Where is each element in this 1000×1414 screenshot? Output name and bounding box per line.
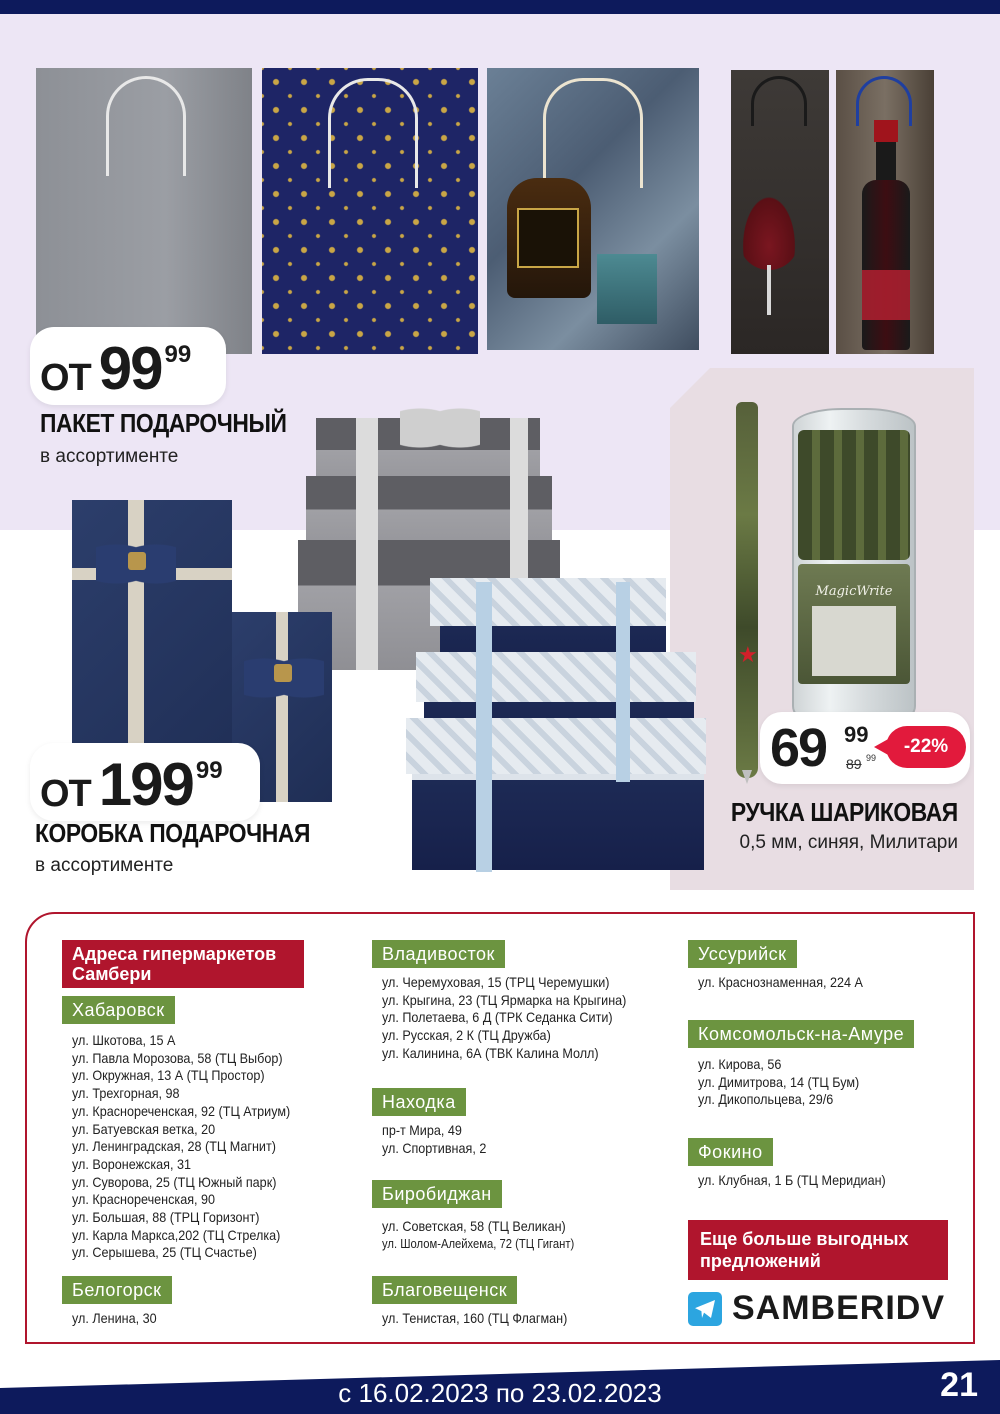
address-item: ул. Советская, 58 (ТЦ Великан) — [382, 1218, 566, 1234]
price-decimal: 99 — [195, 757, 223, 784]
address-item: ул. Кирова, 56 — [698, 1056, 782, 1072]
city-label-blagoveshchensk: Благовещенск — [372, 1276, 517, 1304]
address-item: ул. Димитрова, 14 (ТЦ Бум) — [698, 1073, 860, 1090]
address-item: ул. Воронежская, 31 — [72, 1155, 191, 1172]
address-item: ул. Павла Морозова, 58 (ТЦ Выбор) — [72, 1049, 283, 1066]
address-item: ул. Спортивная, 2 — [382, 1139, 487, 1156]
star-icon: ★ — [738, 642, 758, 667]
address-item: ул. Ленина, 30 — [72, 1310, 157, 1326]
city-label-komsomolsk: Комсомольск-на-Амуре — [688, 1020, 914, 1048]
box-product-name: КОРОБКА ПОДАРОЧНАЯ — [35, 818, 310, 848]
address-item: ул. Клубная, 1 Б (ТЦ Меридиан) — [698, 1172, 886, 1188]
address-item: ул. Полетаева, 6 Д (ТРК Седанка Сити) — [382, 1009, 613, 1026]
address-list-ussuriysk — [698, 974, 863, 992]
bag-product-subtitle: в ассортименте — [40, 446, 179, 467]
ballpoint-pen-image — [736, 402, 758, 778]
box-price-badge — [30, 743, 260, 821]
address-item: ул. Краснореченская, 92 (ТЦ Атриум) — [72, 1102, 291, 1119]
telegram-channel-link[interactable]: SAMBERIDV — [732, 1289, 946, 1327]
gift-bag-wine-bottle-image — [836, 70, 934, 354]
address-item: ул. Дикопольцева, 29/6 — [698, 1091, 834, 1108]
more-offers-banner[interactable]: Еще больше выгодных предложений — [688, 1220, 948, 1280]
addresses-title: Адреса гипермаркетов Самбери — [62, 940, 304, 988]
tube-label-inner — [812, 606, 896, 676]
address-item: ул. Большая, 88 (ТРЦ Горизонт) — [72, 1209, 260, 1226]
telegram-icon[interactable] — [688, 1292, 722, 1326]
box-product-subtitle: в ассортименте — [35, 855, 174, 876]
address-item: ул. Карла Маркса,202 (ТЦ Стрелка) — [72, 1226, 281, 1243]
city-label-nakhodka: Находка — [372, 1088, 466, 1116]
old-price-integer: 89 — [846, 756, 862, 772]
address-item: ул. Калинина, 6А (ТВК Калина Молл) — [382, 1044, 599, 1061]
address-list-fokino — [698, 1172, 886, 1190]
city-label-birobidzhan: Биробиджан — [372, 1180, 502, 1208]
address-item: ул. Шолом-Алейхема, 72 (ТЦ Гигант) — [382, 1236, 575, 1251]
bag-price-badge — [30, 327, 226, 405]
price-integer: 99 — [98, 335, 162, 402]
address-item: пр-т Мира, 49 — [382, 1122, 462, 1138]
old-price-decimal: 99 — [866, 753, 877, 763]
city-label-fokino: Фокино — [688, 1138, 773, 1166]
gift-bag-grey-image — [36, 68, 252, 354]
price-prefix: ОТ — [40, 357, 91, 399]
address-item: ул. Черемуховая, 15 (ТРЦ Черемушки) — [382, 974, 610, 990]
gift-bag-whiskey-image — [487, 68, 699, 350]
tube-pens-image — [798, 430, 910, 560]
address-list-belogorsk — [72, 1310, 157, 1328]
address-list-blagoveshchensk — [382, 1310, 567, 1328]
validity-dates: с 16.02.2023 по 23.02.2023 — [338, 1378, 662, 1408]
address-item: ул. Крыгина, 23 (ТЦ Ярмарка на Крыгина) — [382, 991, 627, 1008]
address-item: ул. Батуевская ветка, 20 — [72, 1120, 216, 1137]
address-list-komsomolsk — [698, 1056, 859, 1109]
price-prefix: ОТ — [40, 773, 91, 815]
tube-brand: MagicWrite — [815, 584, 893, 599]
address-item: ул. Трехгорная, 98 — [72, 1085, 180, 1102]
discount-badge: -22% — [886, 726, 966, 768]
address-list-vladivostok — [382, 974, 626, 1063]
city-label-belogorsk: Белогорск — [62, 1276, 172, 1304]
city-label-khabarovsk: Хабаровск — [62, 996, 175, 1024]
address-list-birobidzhan — [382, 1218, 574, 1253]
address-item: ул. Шкотова, 15 А — [72, 1032, 176, 1048]
address-item: ул. Тенистая, 160 (ТЦ Флагман) — [382, 1310, 568, 1326]
bag-product-name: ПАКЕТ ПОДАРОЧНЫЙ — [40, 408, 287, 438]
address-item: ул. Серышева, 25 (ТЦ Счастье) — [72, 1244, 257, 1261]
address-item: ул. Ленинградская, 28 (ТЦ Магнит) — [72, 1138, 276, 1155]
address-list-khabarovsk — [72, 1032, 290, 1262]
page-number: 21 — [940, 1366, 978, 1404]
top-bar — [0, 0, 1000, 14]
pen-product-subtitle: 0,5 мм, синяя, Милитари — [739, 832, 958, 853]
price-decimal: 99 — [844, 722, 869, 747]
address-item: ул. Окружная, 13 А (ТЦ Простор) — [72, 1067, 265, 1084]
address-item: ул. Суворова, 25 (ТЦ Южный парк) — [72, 1173, 277, 1190]
city-label-ussuriysk: Уссурийск — [688, 940, 797, 968]
gift-bag-navy-pattern-image — [262, 68, 478, 354]
gift-bag-wine-glass-image — [731, 70, 829, 354]
address-item: ул. Краснореченская, 90 — [72, 1191, 216, 1208]
pen-product-name: РУЧКА ШАРИКОВАЯ — [731, 797, 958, 827]
city-label-vladivostok: Владивосток — [372, 940, 505, 968]
price-integer: 69 — [770, 718, 827, 778]
address-list-nakhodka — [382, 1122, 486, 1157]
price-integer: 199 — [98, 751, 193, 818]
address-item: ул. Русская, 2 К (ТЦ Дружба) — [382, 1027, 551, 1044]
address-item: ул. Краснознаменная, 224 А — [698, 974, 863, 990]
price-decimal: 99 — [164, 341, 192, 368]
